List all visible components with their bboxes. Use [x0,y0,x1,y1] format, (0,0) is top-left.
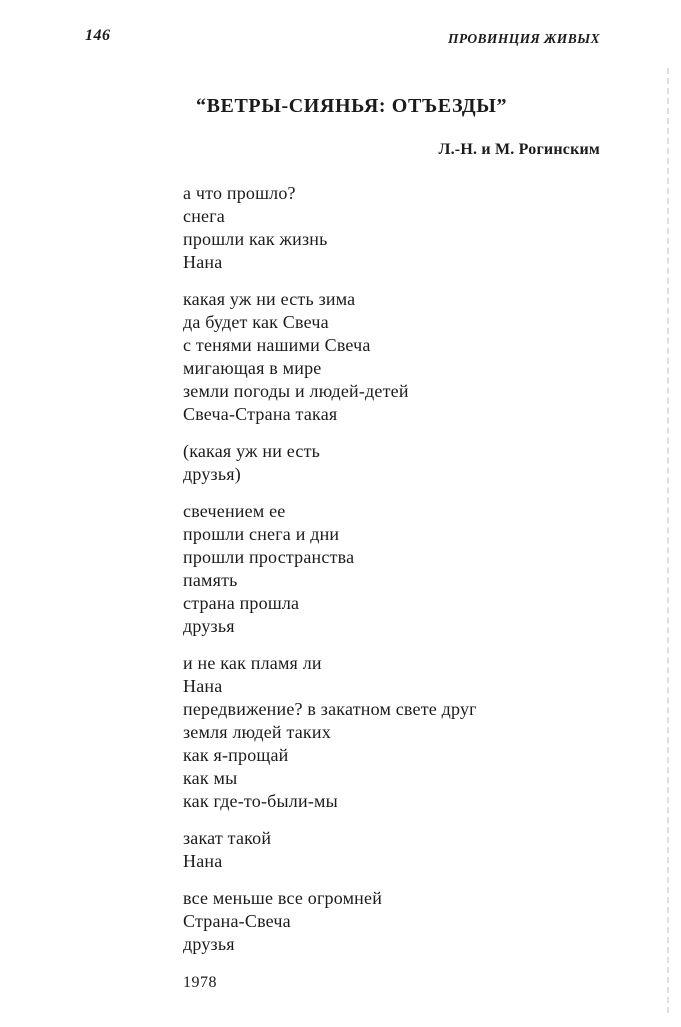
poem-line: прошли как жизнь [183,229,328,249]
poem-line: какая уж ни есть зима [183,289,356,309]
poem-line: друзья [183,616,235,636]
poem-line: закат такой [183,828,272,848]
poem-dedication: Л.-Н. и М. Рогинским [438,141,600,158]
poem-line: передвижение? в закатном свете друг [183,699,477,719]
poem-line: земля людей таких [183,722,331,742]
poem-line: страна прошла [183,593,300,613]
poem-line: Нана [183,676,223,696]
page-number: 146 [85,27,111,44]
poem-title: “ВЕТРЫ-СИЯНЬЯ: ОТЪЕЗДЫ” [196,95,508,117]
poem-stanza [183,827,641,873]
poem-stanza [183,288,641,426]
poem-line: да будет как Свеча [183,312,329,332]
poem-line: друзья [183,934,235,954]
poem-line: (какая уж ни есть [183,441,321,461]
poem-stanza [183,440,641,486]
poem-line: с тенями нашими Свеча [183,335,371,355]
poem-line: Нана [183,851,223,871]
poem-line: снега [183,206,225,226]
poem-line: земли погоды и людей-детей [183,381,409,401]
poem-line: память [183,570,238,590]
poem-line: свечением ее [183,501,286,521]
poem-line: и не как пламя ли [183,653,322,673]
poem-line: прошли снега и дни [183,524,340,544]
poem-stanzas [183,182,641,956]
poem-body [183,182,641,994]
poem-line: прошли пространства [183,547,355,567]
poem-line: как где-то-были-мы [183,791,338,811]
poem-line: все меньше все огромней [183,888,383,908]
poem-line: как я-прощай [183,745,289,765]
scan-edge-artifact [667,68,669,1013]
poem-stanza [183,182,641,274]
poem-line: мигающая в мире [183,358,322,378]
poem-line: Страна-Свеча [183,911,291,931]
poem-line: Свеча-Страна такая [183,404,338,424]
poem-stanza [183,500,641,638]
running-head: ПРОВИНЦИЯ ЖИВЫХ [448,31,600,46]
poem-line: Нана [183,252,223,272]
poem-stanza [183,887,641,956]
poem-line: друзья) [183,464,241,484]
poem-line: как мы [183,768,238,788]
poem-stanza [183,652,641,813]
poem-line: а что прошло? [183,183,296,203]
poem-year: 1978 [183,974,217,991]
